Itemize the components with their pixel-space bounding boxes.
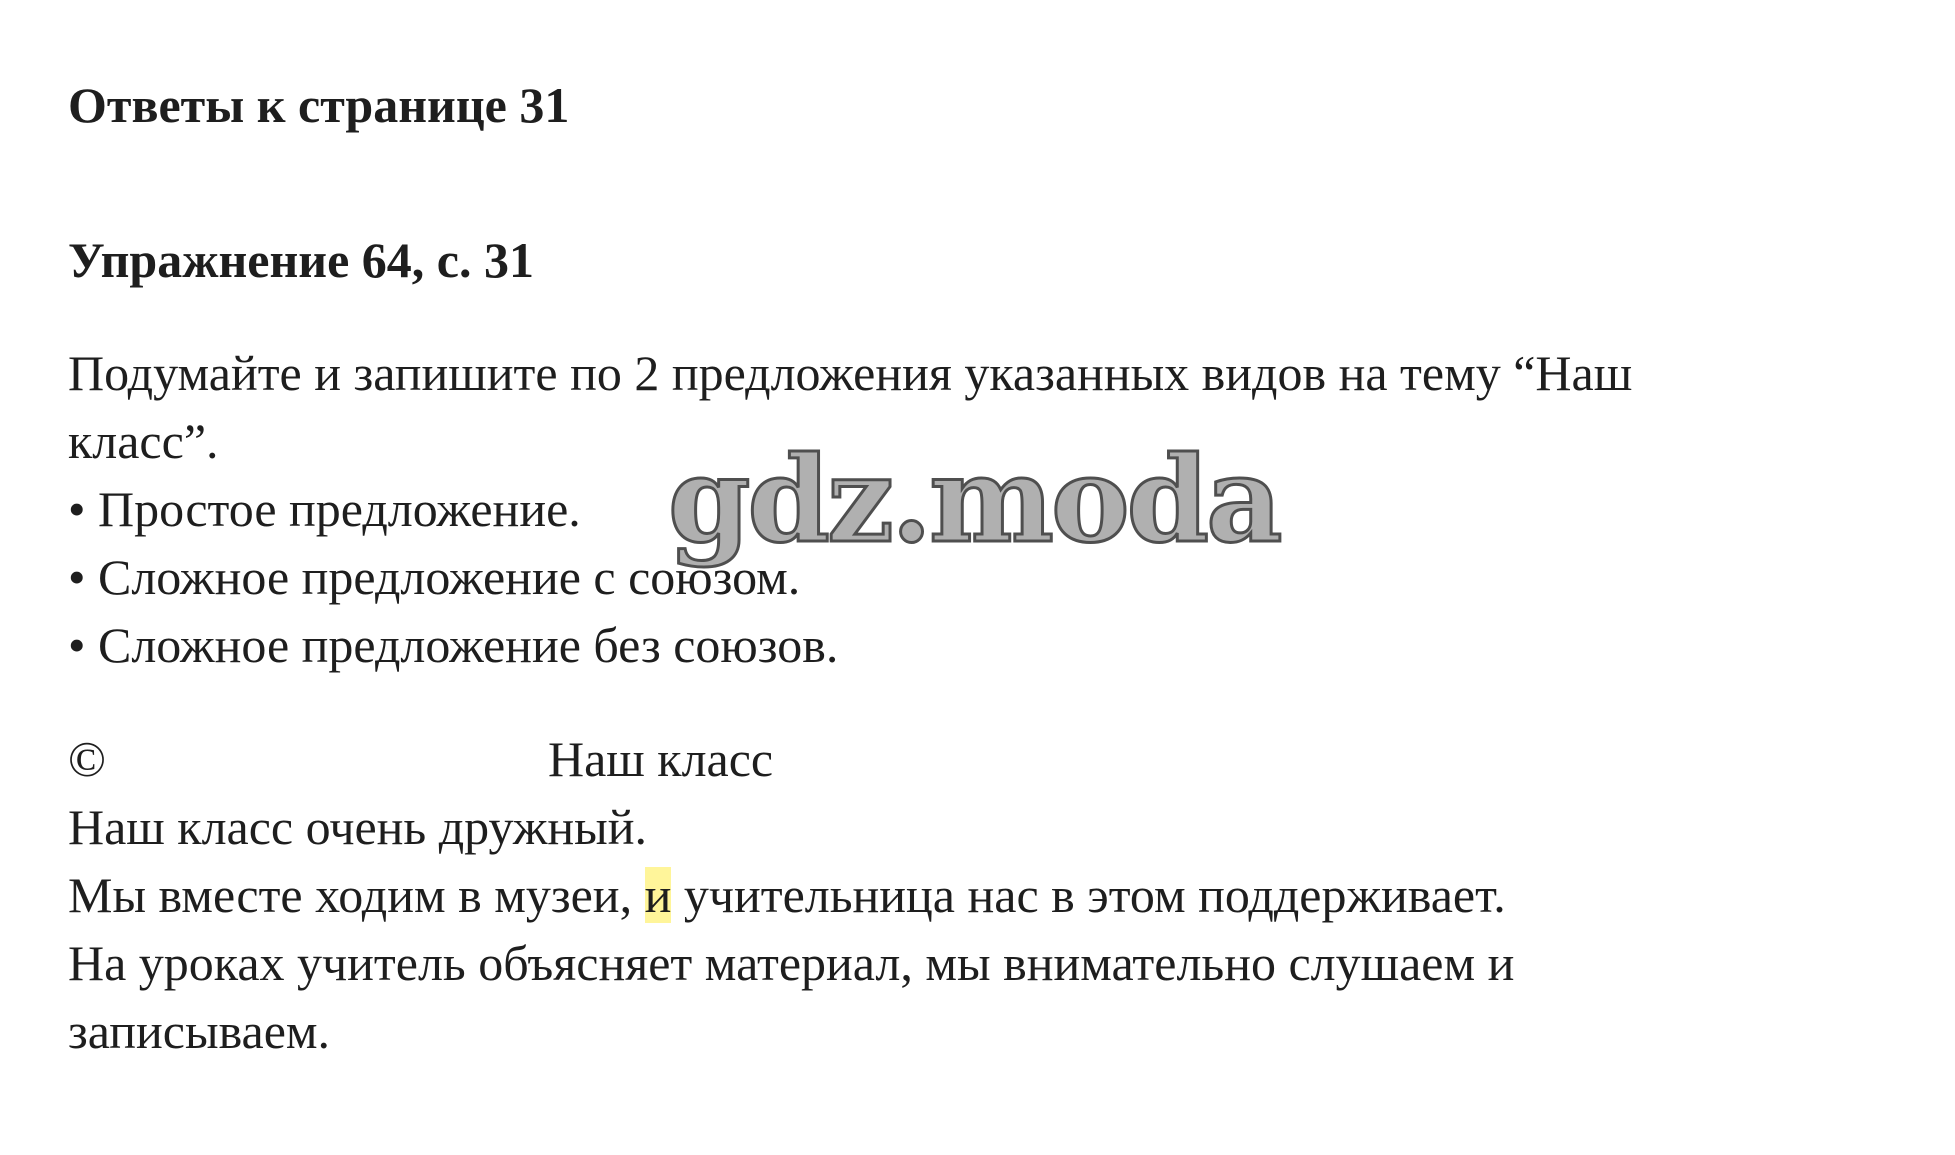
bullet-complex-without-conjunction: • Сложное предложение без союзов. [68,617,839,673]
watermark-logo: gdz.moda [668,430,1280,569]
answer-title-row [68,725,1514,793]
bullet-complex-with-conjunction: • Сложное предложение с союзом. [68,549,801,605]
answer-line-2 [68,861,1514,929]
highlighted-conjunction: и [644,867,672,923]
answer-text [68,725,1514,1065]
task-line-1: Подумайте и запишите по 2 предложения указанных видов на тему “Наш [68,345,1633,401]
bullet-simple-sentence: • Простое предложение. [68,481,581,537]
answer-line-2-end: учительница нас в этом поддерживает. [671,867,1506,923]
task-line-2: класс”. [68,413,219,469]
copyright-icon: © [68,731,106,787]
answer-line-4: записываем. [68,1003,331,1059]
page-title: Ответы к странице 31 [68,77,570,133]
answer-line-2-start: Мы вместе ходим в музеи, [68,867,645,923]
exercise-heading: Упражнение 64, с. 31 [68,232,534,288]
answer-title: Наш класс [548,731,774,787]
answer-line-3: На уроках учитель объясняет материал, мы внимательно слушаем и [68,935,1515,991]
answer-line-1: Наш класс очень дружный. [68,799,648,855]
